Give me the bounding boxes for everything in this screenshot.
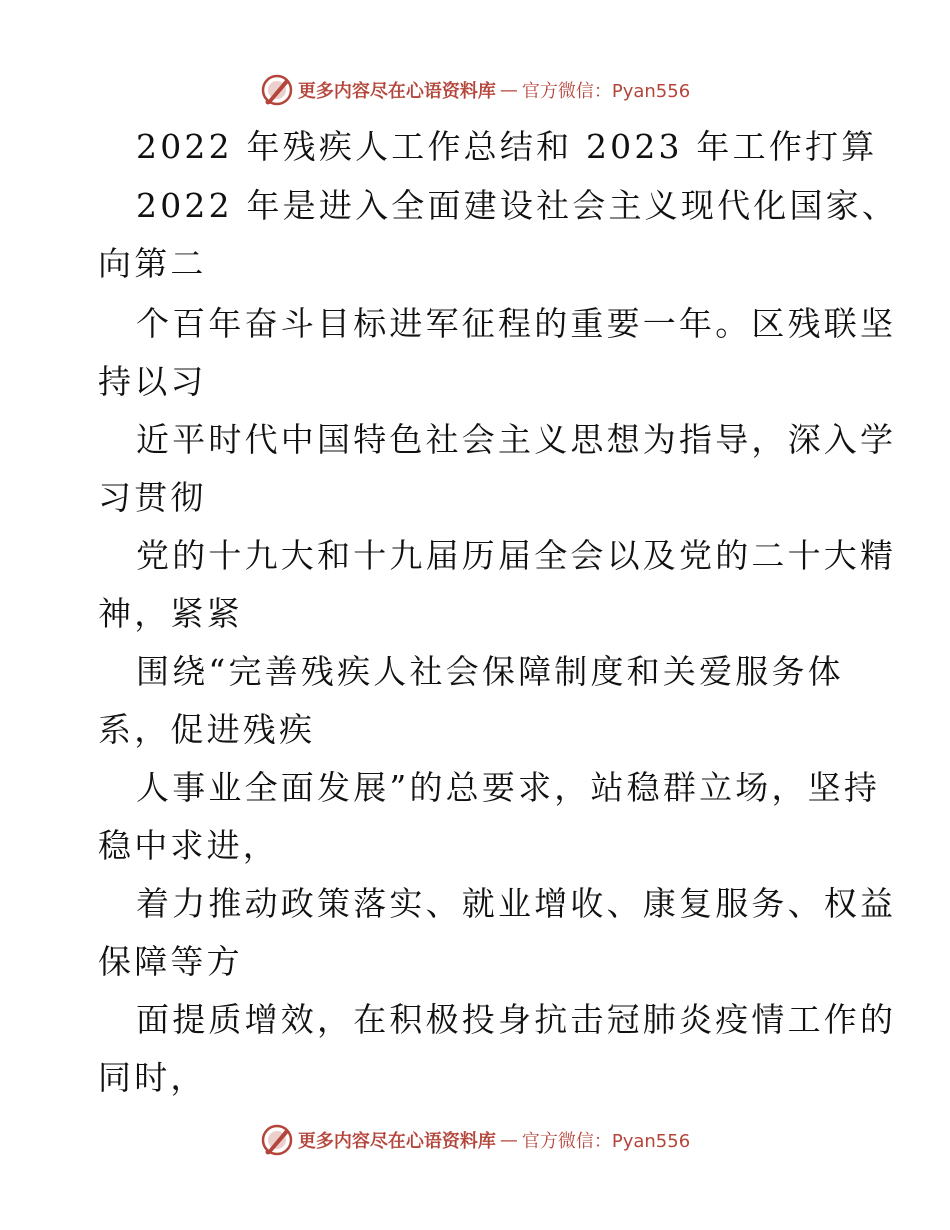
- paragraph-line: 习贯彻: [98, 478, 207, 517]
- banner-brand-text: 更多内容尽在心语资料库: [297, 81, 496, 102]
- paragraph-line: 神，紧紧: [98, 594, 243, 633]
- quill-logo-icon: [260, 73, 294, 107]
- banner-brand-text: 更多内容尽在心语资料库: [297, 1131, 496, 1152]
- paragraph-line: 同时，: [98, 1058, 207, 1097]
- paragraph-line: 人事业全面发展”的总要求，站稳群立场，坚持: [136, 768, 881, 807]
- paragraph-line: 保障等方: [98, 942, 243, 981]
- document-title: 2022 年残疾人工作总结和 2023 年工作打算: [136, 127, 878, 166]
- paragraph-line: 围绕“完善残疾人社会保障制度和关爱服务体: [136, 652, 844, 691]
- quill-logo-icon: [260, 1123, 294, 1157]
- header-banner: [0, 70, 950, 110]
- paragraph-line: 个百年奋斗目标进军征程的重要一年。区残联坚: [136, 304, 897, 343]
- paragraph-line: 2022 年是进入全面建设社会主义现代化国家、: [136, 186, 899, 225]
- banner-wechat-text: 官方微信：Pyan556: [521, 1131, 691, 1152]
- paragraph-line: 系，促进残疾: [98, 710, 316, 749]
- paragraph-line: 近平时代中国特色社会主义思想为指导，深入学: [136, 420, 897, 459]
- paragraph-line: 向第二: [98, 244, 207, 283]
- footer-banner: [0, 1120, 950, 1160]
- paragraph-line: 持以习: [98, 362, 207, 401]
- paragraph-line: 稳中求进，: [98, 826, 279, 865]
- paragraph-line: 面提质增效，在积极投身抗击冠肺炎疫情工作的: [136, 1000, 897, 1039]
- banner-separator: —: [499, 79, 518, 101]
- banner-wechat-text: 官方微信：Pyan556: [521, 81, 691, 102]
- banner-separator: —: [499, 1129, 518, 1151]
- paragraph-line: 着力推动政策落实、就业增收、康复服务、权益: [136, 884, 897, 923]
- paragraph-line: 党的十九大和十九届历届全会以及党的二十大精: [136, 536, 897, 575]
